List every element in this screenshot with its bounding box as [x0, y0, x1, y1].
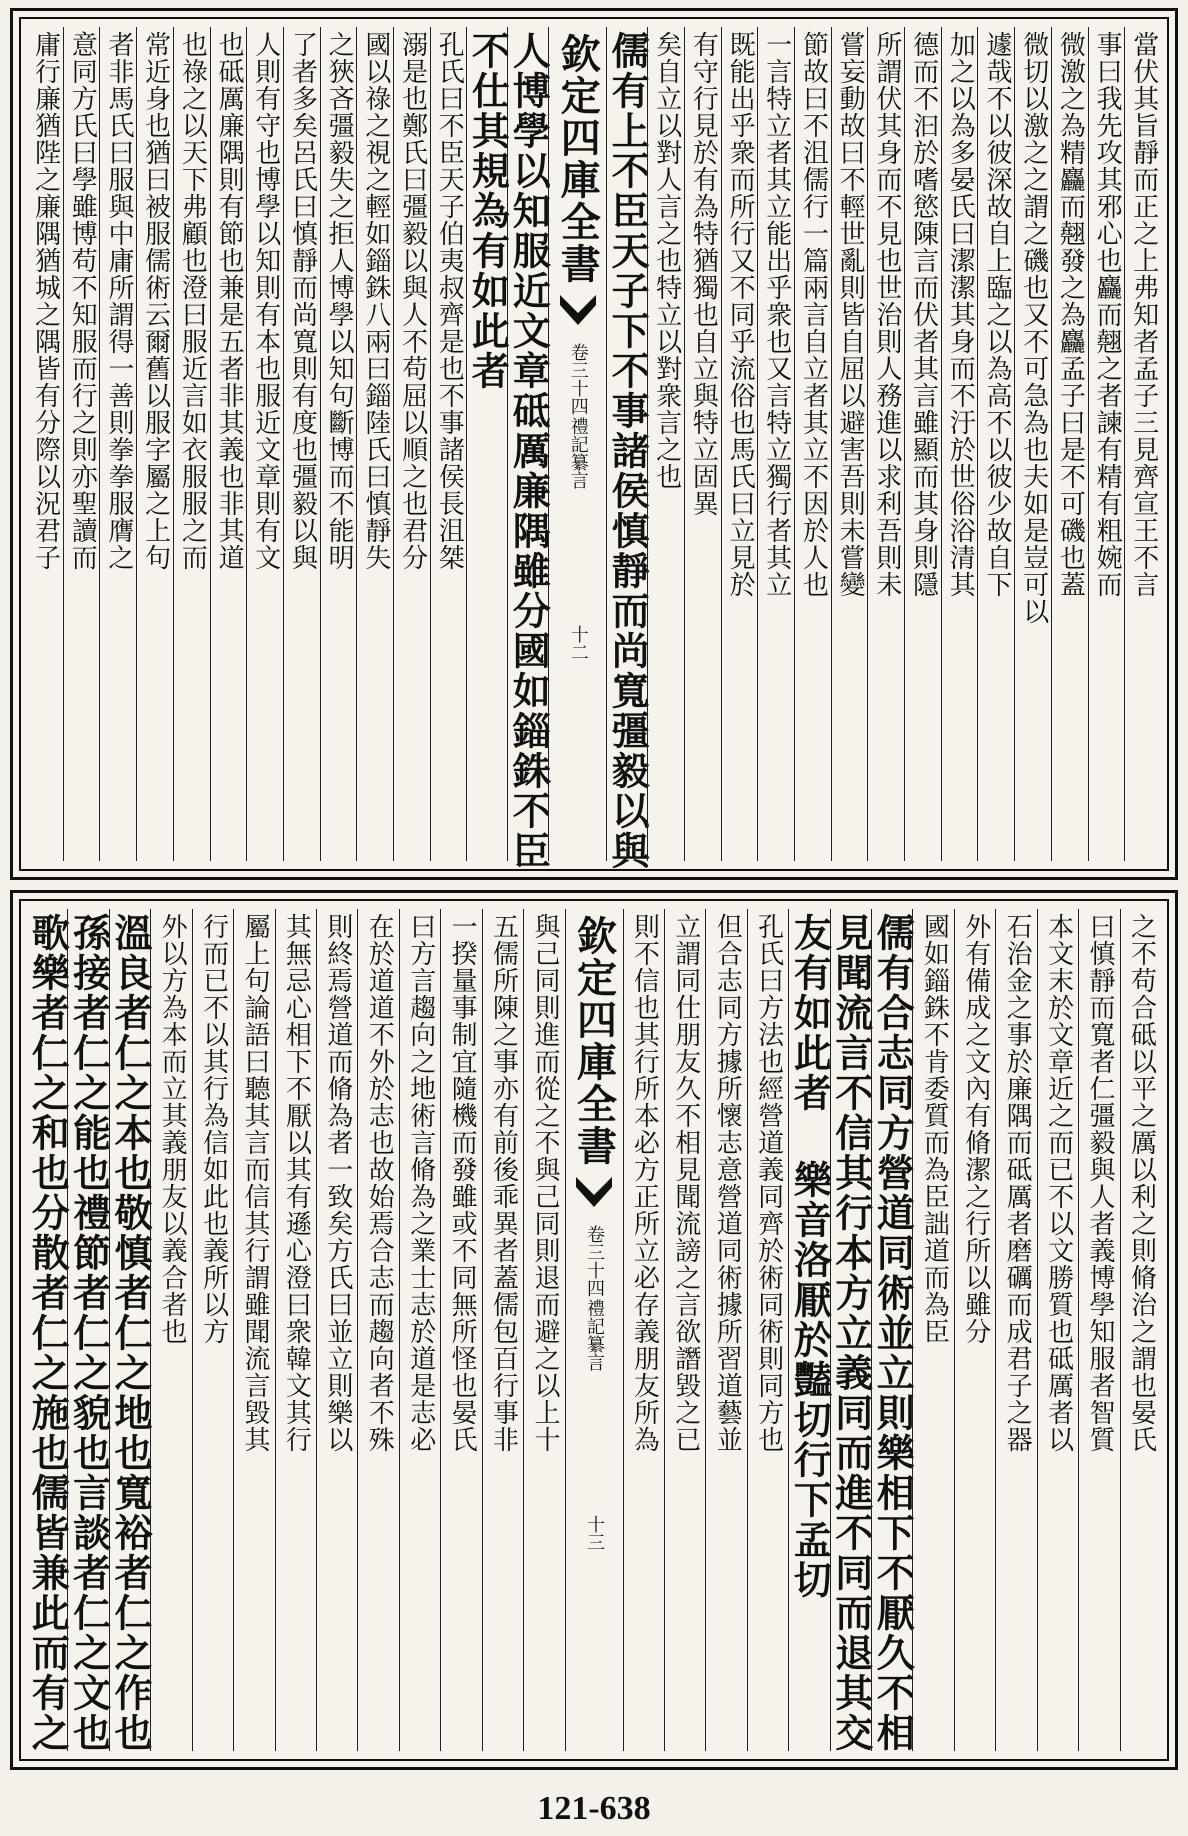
commentary-column	[912, 909, 953, 1751]
commentary-text: 曰慎靜而寬者仁彊毅與人者義博學知服者智質	[1085, 913, 1116, 1453]
commentary-column	[283, 27, 320, 861]
commentary-text: 德而不汩於嗜慾陳言而伏者其言雖顯而其身則隱	[908, 31, 939, 598]
commentary-column	[623, 909, 664, 1751]
commentary-text: 則終焉營道而脩為者一致矣方氏曰並立則樂以	[322, 913, 353, 1453]
bottom-page-frame	[19, 899, 1169, 1761]
commentary-text: 與己同則進而從之不與己同則退而避之以上十	[529, 913, 560, 1453]
commentary-text: 加之以為多晏氏曰潔潔其身而不汙於世俗浴清其	[945, 31, 976, 598]
commentary-text: 石治金之事於廉隅而砥厲者磨礪而成君子之器	[1002, 913, 1033, 1453]
commentary-column	[440, 909, 481, 1751]
commentary-text: 也砥厲廉隅則有節也兼是五者非其義也非其道	[214, 31, 245, 571]
book-title: 欽定四庫全書	[570, 915, 618, 1167]
volume-number: 卷三十四	[567, 343, 589, 415]
commentary-text: 微切以激之之謂之磯也又不可急為也夫如是豈可以	[1018, 31, 1049, 625]
commentary-column	[1124, 27, 1161, 861]
commentary-column	[747, 909, 788, 1751]
commentary-text: 之狹吝彊毅失之拒人博學以知句斷博而不能明	[324, 31, 355, 571]
folio-number: 十二	[567, 625, 589, 661]
commentary-column	[173, 27, 210, 861]
commentary-text: 者非馬氏曰服與中庸所謂得一善則拳拳服膺之	[103, 31, 134, 571]
bottom-page	[10, 890, 1178, 1770]
commentary-text: 意同方氏曰學雖博苟不知服而行之則亦聖讀而	[67, 31, 98, 571]
commentary-column	[482, 909, 523, 1751]
commentary-text: 節故曰不沮儒行一篇兩言自立者其立不因於人也	[798, 31, 829, 598]
commentary-column	[794, 27, 831, 861]
top-page	[10, 8, 1178, 880]
main-text-column	[605, 27, 651, 871]
main-text: 歌樂者仁之和也分散者仁之施也儒皆兼此而有之	[25, 913, 71, 1753]
main-text: 見聞流言不信其行本方立義同而進不同而退其交	[828, 913, 874, 1753]
commentary-text: 曰方言趨向之地術言脩為之業士志於道是志必	[405, 913, 436, 1453]
volume-prefix: 禮記纂言	[567, 417, 589, 489]
commentary-column	[136, 27, 173, 861]
main-text-column	[108, 909, 154, 1753]
main-text: 儒有合志同方營道同術並立則樂相下不厭久不相	[870, 913, 916, 1753]
commentary-text: 但合志同方據所懷志意營道同術據所習道藝並	[712, 913, 743, 1453]
bottom-columns	[27, 909, 1161, 1751]
commentary-column	[357, 909, 398, 1751]
main-text: 友有如此者 樂音洛厭於豔切行下孟切	[787, 913, 833, 1600]
commentary-column	[150, 909, 191, 1751]
commentary-column	[1037, 909, 1078, 1751]
main-text-column	[870, 909, 916, 1753]
main-text: 不仕其規為有如此者	[465, 31, 511, 391]
commentary-column	[1120, 909, 1161, 1751]
commentary-column	[977, 27, 1014, 861]
main-text: 溫良者仁之本也敬慎者仁之地也寬裕者仁之作也	[108, 913, 154, 1753]
commentary-text: 則不信也其行所本必方正所立必存義朋友所為	[629, 913, 660, 1453]
commentary-column	[647, 27, 684, 861]
commentary-text: 之不苟合砥以平之厲以利之則脩治之謂也晏氏	[1126, 913, 1157, 1453]
commentary-column	[904, 27, 941, 861]
commentary-text: 既能出乎衆而所行又不同乎流俗也馬氏曰立見於	[725, 31, 756, 598]
center-fold	[548, 27, 606, 861]
commentary-column	[1088, 27, 1125, 861]
main-text: 人博學以知服近文章砥厲廉隅雖分國如錙銖不臣	[506, 31, 552, 871]
commentary-text: 外以方為本而立其義朋友以義合者也	[157, 913, 188, 1345]
folio-number: 十三	[584, 1515, 606, 1551]
commentary-text: 一言特立者其立能出乎衆也又言特立獨行者其立	[761, 31, 792, 598]
commentary-text: 行而已不以其行為信如此也義所以方	[198, 913, 229, 1345]
commentary-text: 國如錙銖不肯委質而為臣詘道而為臣	[919, 913, 950, 1345]
commentary-column	[399, 909, 440, 1751]
commentary-text: 矣自立以對人言之也特立以對衆言之也	[651, 31, 682, 490]
commentary-column	[721, 27, 758, 861]
commentary-column	[275, 909, 316, 1751]
book-title: 欽定四庫全書	[554, 33, 602, 285]
commentary-column	[1014, 27, 1051, 861]
commentary-text: 事曰我先攻其邪心也麤而翹之者諫有精有粗婉而	[1092, 31, 1123, 598]
main-text-column	[465, 27, 511, 861]
fish-tail-icon	[558, 291, 598, 331]
commentary-column	[867, 27, 904, 861]
commentary-column	[63, 27, 100, 861]
commentary-text: 常近身也猶曰被服儒術云爾舊以服字屬之上句	[140, 31, 171, 571]
commentary-column	[316, 909, 357, 1751]
commentary-text: 當伏其旨靜而正之上弗知者孟子三見齊宣王不言	[1128, 31, 1159, 598]
page-number: 121-638	[537, 1790, 651, 1827]
commentary-text: 有守行見於有為特猶獨也自立與特立固異	[688, 31, 719, 517]
commentary-text: 了者多矣呂氏曰慎靜而尚寬則有度也彊毅以與	[287, 31, 318, 571]
commentary-text: 外有備成之文內有脩潔之行所以雖分	[960, 913, 991, 1345]
commentary-text: 所謂伏其身而不見也世治則人務進以求利吾則未	[871, 31, 902, 598]
commentary-column	[192, 909, 233, 1751]
top-columns	[27, 27, 1161, 871]
commentary-column	[757, 27, 794, 861]
top-page-frame	[19, 17, 1169, 871]
commentary-text: 遽哉不以彼深故自上臨之以為高不以彼少故自下	[981, 31, 1012, 598]
volume-info	[565, 343, 591, 489]
commentary-text: 屬上句論語曰聽其言而信其行謂雖聞流言毀其	[240, 913, 270, 1453]
main-text-column	[66, 909, 112, 1753]
commentary-text: 立謂同仕朋友久不相見聞流謗之言欲譖毀之已	[670, 913, 701, 1453]
center-fold	[565, 909, 623, 1751]
commentary-column	[430, 27, 467, 861]
commentary-column	[954, 909, 995, 1751]
commentary-column	[664, 909, 705, 1751]
commentary-text: 五儒所陳之事亦有前後乖異者蓋儒包百行事非	[488, 913, 519, 1453]
commentary-column	[995, 909, 1036, 1751]
commentary-text: 在於道道不外於志也故始焉合志而趨向者不殊	[364, 913, 395, 1453]
commentary-column	[320, 27, 357, 861]
commentary-column	[705, 909, 746, 1751]
commentary-text: 嘗妄動故曰不輕世亂則皆自屈以避害吾則未嘗變	[835, 31, 866, 598]
main-text-column	[787, 909, 833, 1751]
commentary-column	[99, 27, 136, 861]
commentary-column	[356, 27, 393, 861]
volume-number: 卷三十四	[584, 1225, 606, 1297]
commentary-text: 溺是也鄭氏曰彊毅以與人不苟屈以順之也君分	[397, 31, 428, 571]
commentary-text: 孔氏曰方法也經營道義同齊於術同術則同方也	[753, 913, 784, 1453]
volume-prefix: 禮記纂言	[584, 1299, 606, 1371]
commentary-column	[1051, 27, 1088, 861]
main-text-column	[25, 909, 71, 1753]
main-text-column	[828, 909, 874, 1753]
commentary-text: 其無忌心相下不厭以其有遜心澄曰衆韓文其行	[281, 913, 312, 1453]
main-text-column	[506, 27, 552, 871]
commentary-text: 微激之為精麤而翹發之為麤孟子曰是不可磯也蓋	[1055, 31, 1086, 598]
commentary-text: 人則有守也博學以知則有本也服近文章則有文	[250, 31, 281, 571]
commentary-text: 孔氏曰不臣天子伯夷叔齊是也不事諸侯長沮桀	[434, 31, 465, 571]
commentary-text: 本文末於文章近之而已不以文勝質也砥厲者以	[1043, 913, 1074, 1453]
commentary-column	[684, 27, 721, 861]
fish-tail-icon	[574, 1173, 614, 1213]
commentary-column	[831, 27, 868, 861]
main-text: 孫接者仁之能也禮節者仁之貌也言談者仁之文也	[66, 913, 112, 1753]
commentary-column	[941, 27, 978, 861]
commentary-column	[233, 909, 274, 1751]
commentary-text: 也祿之以天下弗顧也澄曰服近言如衣服服之而	[177, 31, 208, 571]
commentary-column	[393, 27, 430, 861]
commentary-column	[523, 909, 564, 1751]
commentary-column	[1078, 909, 1119, 1751]
commentary-column	[246, 27, 283, 861]
commentary-text: 國以祿之視之輕如錙銖八兩曰錙陸氏曰慎靜失	[360, 31, 391, 571]
commentary-text: 庸行廉猶陛之廉隅猶城之隅皆有分際以況君子	[30, 31, 61, 571]
commentary-column	[210, 27, 247, 861]
volume-info	[581, 1225, 607, 1371]
main-text: 儒有上不臣天子下不事諸侯慎靜而尚寬彊毅以與	[605, 31, 651, 871]
commentary-column	[27, 27, 63, 861]
commentary-text: 一揆量事制宜隨機而發雖或不同無所怪也晏氏	[447, 913, 478, 1453]
